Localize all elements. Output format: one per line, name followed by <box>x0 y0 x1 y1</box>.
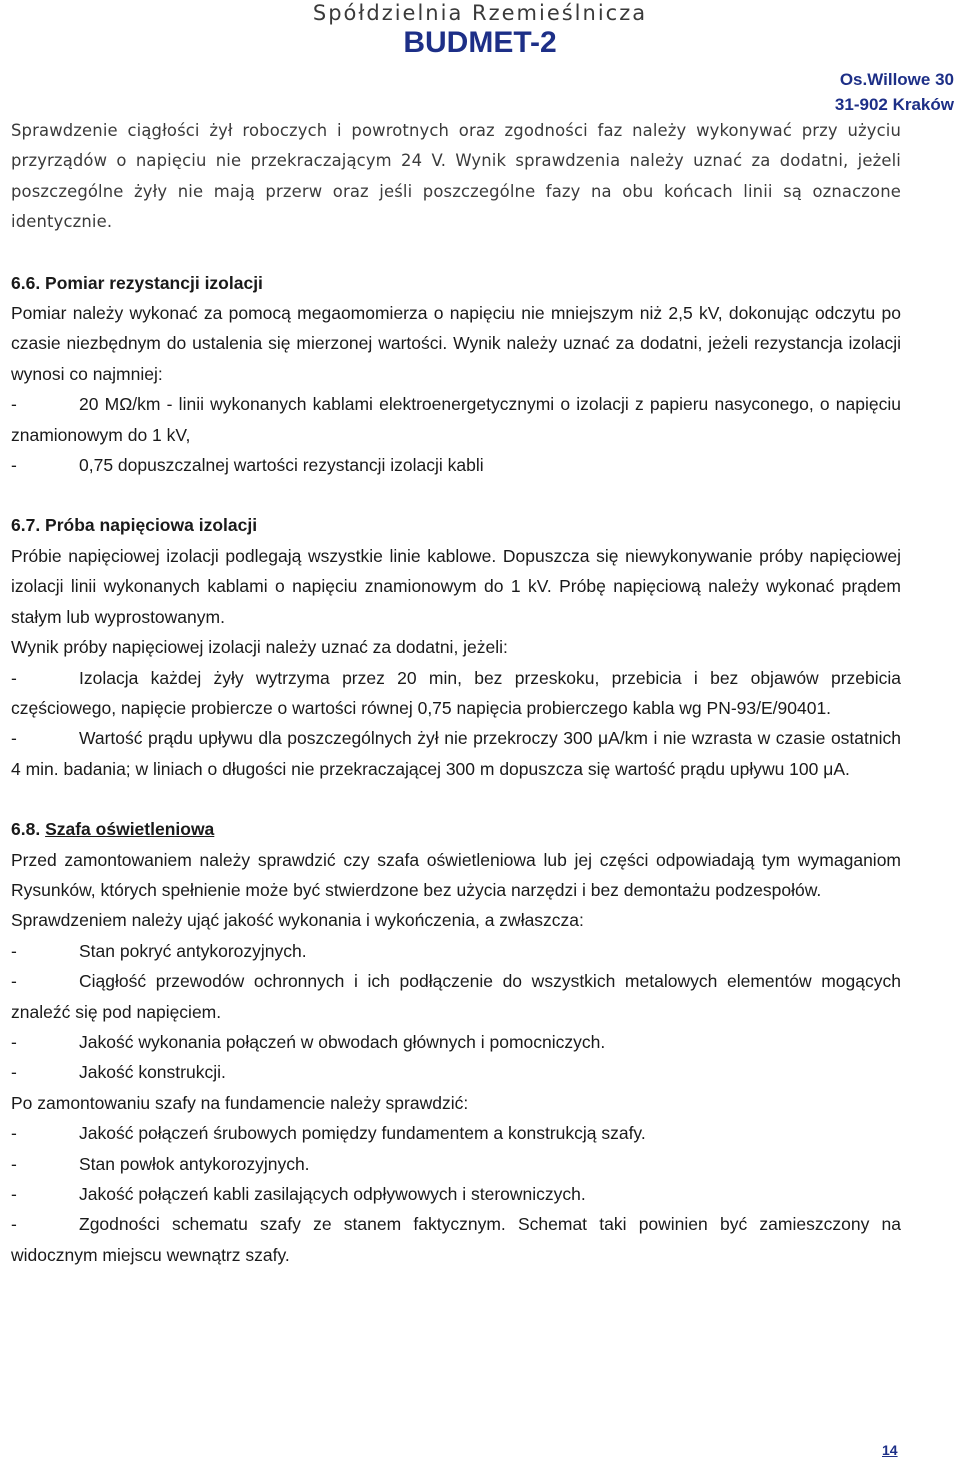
list-item-text: Ciągłość przewodów ochronnych i ich podłączenie do wszystkich metalowych elementów mogących znaleźć się pod napięciem. <box>11 971 901 1022</box>
document-body <box>11 116 901 1270</box>
list-item-text: Jakość wykonania połączeń w obwodach głównych i pomocniczych. <box>79 1031 606 1052</box>
list-dash: - <box>11 971 17 992</box>
list-item-text: Jakość połączeń śrubowych pomiędzy fundamentem a konstrukcją szafy. <box>79 1123 646 1144</box>
list-item <box>11 1057 901 1087</box>
section-68-body-2: Sprawdzeniem należy ująć jakość wykonania i wykończenia, a zwłaszcza: <box>11 910 584 931</box>
list-item-text: Izolacja każdej żyły wytrzyma przez 20 min, bez przeskoku, przebicia i bez objawów przebicia częściowego, napięcie probiercze o wartości równej 0,75 napięcia probierczego kabla wg PN-93/E/90401. <box>11 667 901 718</box>
list-item-text: Jakość połączeń kabli zasilających odpływowych i sterowniczych. <box>79 1184 586 1204</box>
section-67-body-1: Próbie napięciowej izolacji podlegają wszystkie linie kablowe. Dopuszcza się niewykonywanie próby napięciowej izolacji linii wykonanych kablami o napięciu znamionowym do 1 kV. Próbę napięciową należy wykonać prądem stałym lub wyprostowanym. <box>11 545 901 627</box>
list-item <box>11 1179 901 1209</box>
list-dash: - <box>11 1062 17 1083</box>
list-dash: - <box>11 1123 17 1144</box>
list-dash: - <box>11 1031 17 1052</box>
list-item-text: Zgodności schematu szafy ze stanem faktycznym. Schemat taki powinien być zamieszczony na widocznym miejscu wewnątrz szafy. <box>11 1214 901 1265</box>
list-item-text: 0,75 dopuszczalnej wartości rezystancji izolacji kabli <box>79 455 484 476</box>
list-dash: - <box>11 1184 17 1204</box>
list-dash: - <box>11 667 17 688</box>
list-item <box>11 1209 901 1270</box>
list-item-text: Wartość prądu upływu dla poszczególnych żył nie przekroczy 300 μA/km i nie wzrasta w czasie ostatnich 4 min. badania; w liniach o długości nie przekraczającej 300 m dopuszcza się wartość prądu upływu 100 μA. <box>11 728 901 779</box>
list-item <box>11 1027 901 1057</box>
company-name: Spółdzielnia Rzemieślnicza <box>312 1 648 25</box>
section-68-body-1: Przed zamontowaniem należy sprawdzić czy szafa oświetleniowa lub jej części odpowiadają tym wymaganiom Rysunków, których spełnienie może być stwierdzone bez użycia narzędzi i bez demontażu podzespołów. <box>11 849 901 900</box>
list-dash: - <box>11 1214 17 1235</box>
list-dash: - <box>11 394 17 415</box>
section-68-number: 6.8. <box>11 819 41 840</box>
section-68-heading <box>11 814 901 844</box>
list-item <box>11 663 901 724</box>
list-item-text: 20 MΩ/km - linii wykonanych kablami elektroenergetycznymi o izolacji z papieru nasyconego, o napięciu znamionowym do 1 kV, <box>11 394 901 445</box>
section-68-body-3: Po zamontowaniu szafy na fundamencie należy sprawdzić: <box>11 1092 469 1113</box>
list-dash: - <box>11 728 17 749</box>
address-city: 31-902 Kraków <box>834 95 954 114</box>
list-item-text: Stan pokryć antykorozyjnych. <box>79 940 307 961</box>
section-66-body: Pomiar należy wykonać za pomocą megaomomierza o napięciu nie mniejszym niż 2,5 kV, dokonując odczytu po czasie niezbędnym do ustalenia się mierzonej wartości. Wynik należy uznać za dodatni, jeżeli rezystancja izolacji wynosi co najmniej: <box>11 303 901 384</box>
list-item <box>11 1118 901 1148</box>
list-item-text: Jakość konstrukcji. <box>79 1062 226 1083</box>
list-item-text: Stan powłok antykorozyjnych. <box>79 1153 310 1174</box>
section-67-heading: 6.7. Próba napięciowa izolacji <box>11 515 258 536</box>
list-item <box>11 1149 901 1179</box>
list-item <box>11 936 901 966</box>
page-number: 14 <box>882 1442 898 1458</box>
list-item <box>11 450 901 480</box>
list-item <box>11 389 901 450</box>
list-dash: - <box>11 1153 17 1174</box>
intro-paragraph: Sprawdzenie ciągłości żył roboczych i powrotnych oraz zgodności faz należy wykonywać przy użyciu przyrządów o napięciu nie przekraczającym 24 V. Wynik sprawdzenia należy uznać za dodatni, jeżeli poszczególne żyły nie mają przerw oraz jeśli poszczególne fazy na obu końcach linii są oznaczone identycznie. <box>11 121 901 232</box>
address-street: Os.Willowe 30 <box>839 70 954 89</box>
list-item <box>11 966 901 1027</box>
list-dash: - <box>11 455 17 476</box>
section-66-heading: 6.6. Pomiar rezystancji izolacji <box>11 272 263 293</box>
list-item <box>11 723 901 784</box>
list-dash: - <box>11 940 17 961</box>
section-68-title: Szafa oświetleniowa <box>45 819 215 840</box>
section-67-body-2: Wynik próby napięciowej izolacji należy uznać za dodatni, jeżeli: <box>11 637 508 658</box>
brand-logo-text: BUDMET-2 <box>403 26 557 59</box>
